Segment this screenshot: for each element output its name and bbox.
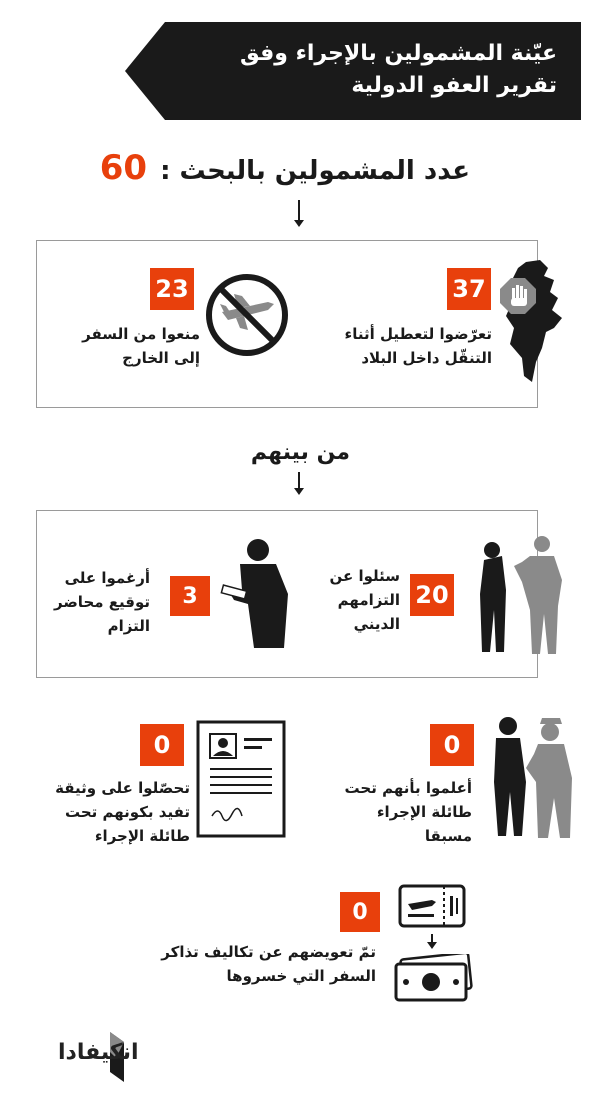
title-line-1: عيّنة المشمولين بالإجراء وفق xyxy=(240,41,557,66)
label-line: السفر التي خسروها xyxy=(226,967,376,985)
arrow-down-icon xyxy=(427,942,437,949)
arrow-down-icon xyxy=(294,488,304,495)
label-line: سئلوا عن xyxy=(329,567,400,585)
label-line: التزامهم xyxy=(337,591,400,609)
arrow-line xyxy=(298,472,300,488)
count-badge-banned: 23 xyxy=(150,268,194,310)
label-line: تعرّضوا لتعطيل أثناء xyxy=(344,325,492,343)
count-badge-document: 0 xyxy=(140,724,184,766)
total-count xyxy=(100,148,470,188)
banned-abroad-label xyxy=(40,322,200,370)
among-them-label: من بينهم xyxy=(250,440,350,465)
count-badge-forced: 3 xyxy=(170,576,210,616)
forced-sign-label xyxy=(30,566,150,638)
money-icon xyxy=(392,954,474,1004)
page-title xyxy=(177,38,557,102)
informed-advance-label xyxy=(302,776,472,848)
label-line: إلى الخارج xyxy=(122,349,200,367)
officer-talking-icon xyxy=(486,712,576,842)
label-line: طائلة الإجراء xyxy=(376,803,472,821)
label-line: التزام xyxy=(107,617,150,635)
label-line: منعوا من السفر xyxy=(82,325,200,343)
label-line: أرغموا على xyxy=(64,569,150,587)
label-line: طائلة الإجراء xyxy=(94,827,190,845)
ticket-icon xyxy=(398,884,466,928)
label-line: أعلموا بأنهم تحت xyxy=(344,779,472,797)
title-banner xyxy=(125,22,581,120)
brand-name: انكيفادا xyxy=(58,1040,139,1065)
arrow-down-icon xyxy=(294,220,304,227)
count-badge-refund: 0 xyxy=(340,892,380,932)
title-line-2: تقرير العفو الدولية xyxy=(351,73,557,98)
internal-travel-label xyxy=(292,322,492,370)
label-line: الديني xyxy=(353,615,400,633)
document-label xyxy=(10,776,190,848)
document-icon xyxy=(196,720,286,838)
arrow-line xyxy=(431,934,433,942)
count-badge-informed: 0 xyxy=(430,724,474,766)
interrogation-figures-icon xyxy=(470,530,580,658)
no-flight-icon xyxy=(204,272,290,358)
total-label: عدد المشمولين بالبحث : xyxy=(160,156,470,186)
total-value: 60 xyxy=(99,148,148,188)
label-line: تحصّلوا على وثيقة xyxy=(55,779,190,797)
stop-hand-icon xyxy=(500,278,536,314)
count-badge-internal: 37 xyxy=(447,268,491,310)
label-line: مسبقا xyxy=(424,827,472,845)
signing-man-icon xyxy=(218,534,298,652)
count-badge-religious: 20 xyxy=(410,574,454,616)
label-line: تمّ تعويضهم عن تكاليف تذاكر xyxy=(161,943,376,961)
label-line: تفيد بكونهم تحت xyxy=(64,803,190,821)
arrow-line xyxy=(298,200,300,220)
religious-question-label xyxy=(290,564,400,636)
label-line: توقيع محاضر xyxy=(53,593,150,611)
label-line: التنقّل داخل البلاد xyxy=(361,349,492,367)
refund-label xyxy=(116,940,376,988)
